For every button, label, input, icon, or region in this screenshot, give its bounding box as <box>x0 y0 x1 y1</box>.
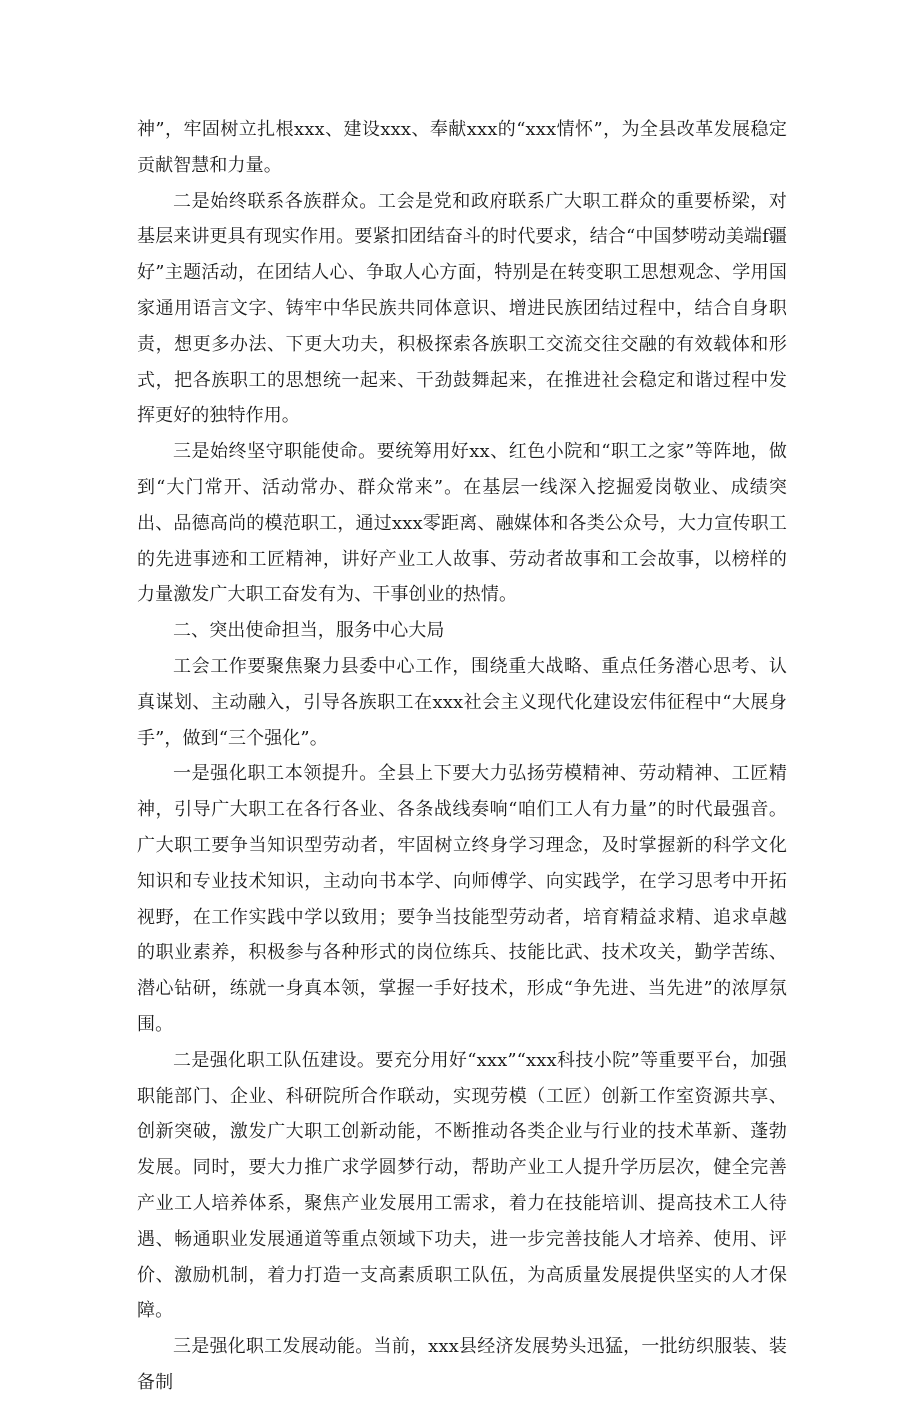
paragraph-development: 三是强化职工发展动能。当前，xxx县经济发展势头迅猛，一批纺织服装、装备制 <box>137 1336 787 1393</box>
paragraph-contact-masses: 二是始终联系各族群众。工会是党和政府联系广大职工群众的重要桥梁，对基层来讲更具有现实作用。要紧扣团结奋斗的时代要求，结合“中国梦唠动美端f疆好”主题活动，在团结人心、争取人心方面，特别是在转变职工思想观念、学用国家通用语言文字、铸牢中华民族共同体意识、增进民族团结过程中，结合自身职责，想更多办法、下更大功夫，积极探索各族职工交流交往交融的有效载体和形式，把各族职工的思想统一起来、干劲鼓舞起来，在推进社会稳定和谐过程中发挥更好的独特作用。 <box>137 190 787 427</box>
paragraph-team-building: 二是强化职工队伍建设。要充分用好“xxx”“xxx科技小院”等重要平台，加强职能部门、企业、科研院所合作联动，实现劳模（工匠）创新工作室资源共享、创新突破，激发广大职工创新动能，不断推动各类企业与行业的技术革新、蓬勃发展。同时，要大力推广求学圆梦行动，帮助产业工人提升学历层次，健全完善产业工人培养体系，聚焦产业发展用工需求，着力在技能培训、提高技术工人待遇、畅通职业发展通道等重点领域下功夫，进一步完善技能人才培养、使用、评价、激励机制，着力打造一支高素质职工队伍，为高质量发展提供坚实的人才保障。 <box>137 1049 787 1322</box>
paragraph-skills: 一是强化职工本领提升。全县上下要大力弘扬劳模精神、劳动精神、工匠精神，引导广大职工在各行各业、各条战线奏响“咱们工人有力量”的时代最强音。广大职工要争当知识型劳动者，牢固树立终身学习理念，及时掌握新的科学文化知识和专业技术知识，主动向书本学、向师傅学、向实践学，在学习思考中开拓视野，在工作实践中学以致用；要争当技能型劳动者，培育精益求精、追求卓越的职业素养，积极参与各种形式的岗位练兵、技能比武、技术攻关，勤学苦练、潜心钻研，练就一身真本领，掌握一手好技术，形成“争先进、当先进”的浓厚氛围。 <box>137 763 787 1035</box>
paragraph-section-intro: 工会工作要聚焦聚力县委中心工作，围绕重大战略、重点任务潜心思考、认真谋划、主动融入，引导各族职工在xxx社会主义现代化建设宏伟征程中“大展身手”，做到“三个强化”。 <box>137 655 787 749</box>
section-heading: 二、突出使命担当，服务中心大局 <box>173 620 445 642</box>
paragraph-mission: 三是始终坚守职能使命。要统筹用好xx、红色小院和“职工之家”等阵地，做到“大门常开、活动常办、群众常来”。在基层一线深入挖掘爱岗敬业、成绩突出、品德高尚的模范职工，通过xxx零距离、融媒体和各类公众号，大力宣传职工的先进事迹和工匠精神，讲好产业工人故事、劳动者故事和工会故事，以榜样的力量激发广大职工奋发有为、干事创业的热情。 <box>137 441 787 606</box>
document-body <box>137 112 787 1401</box>
paragraph-continuation: 神”，牢固树立扎根xxx、建设xxx、奉献xxx的“xxx情怀”，为全县改革发展稳定贡献智慧和力量。 <box>137 119 787 176</box>
